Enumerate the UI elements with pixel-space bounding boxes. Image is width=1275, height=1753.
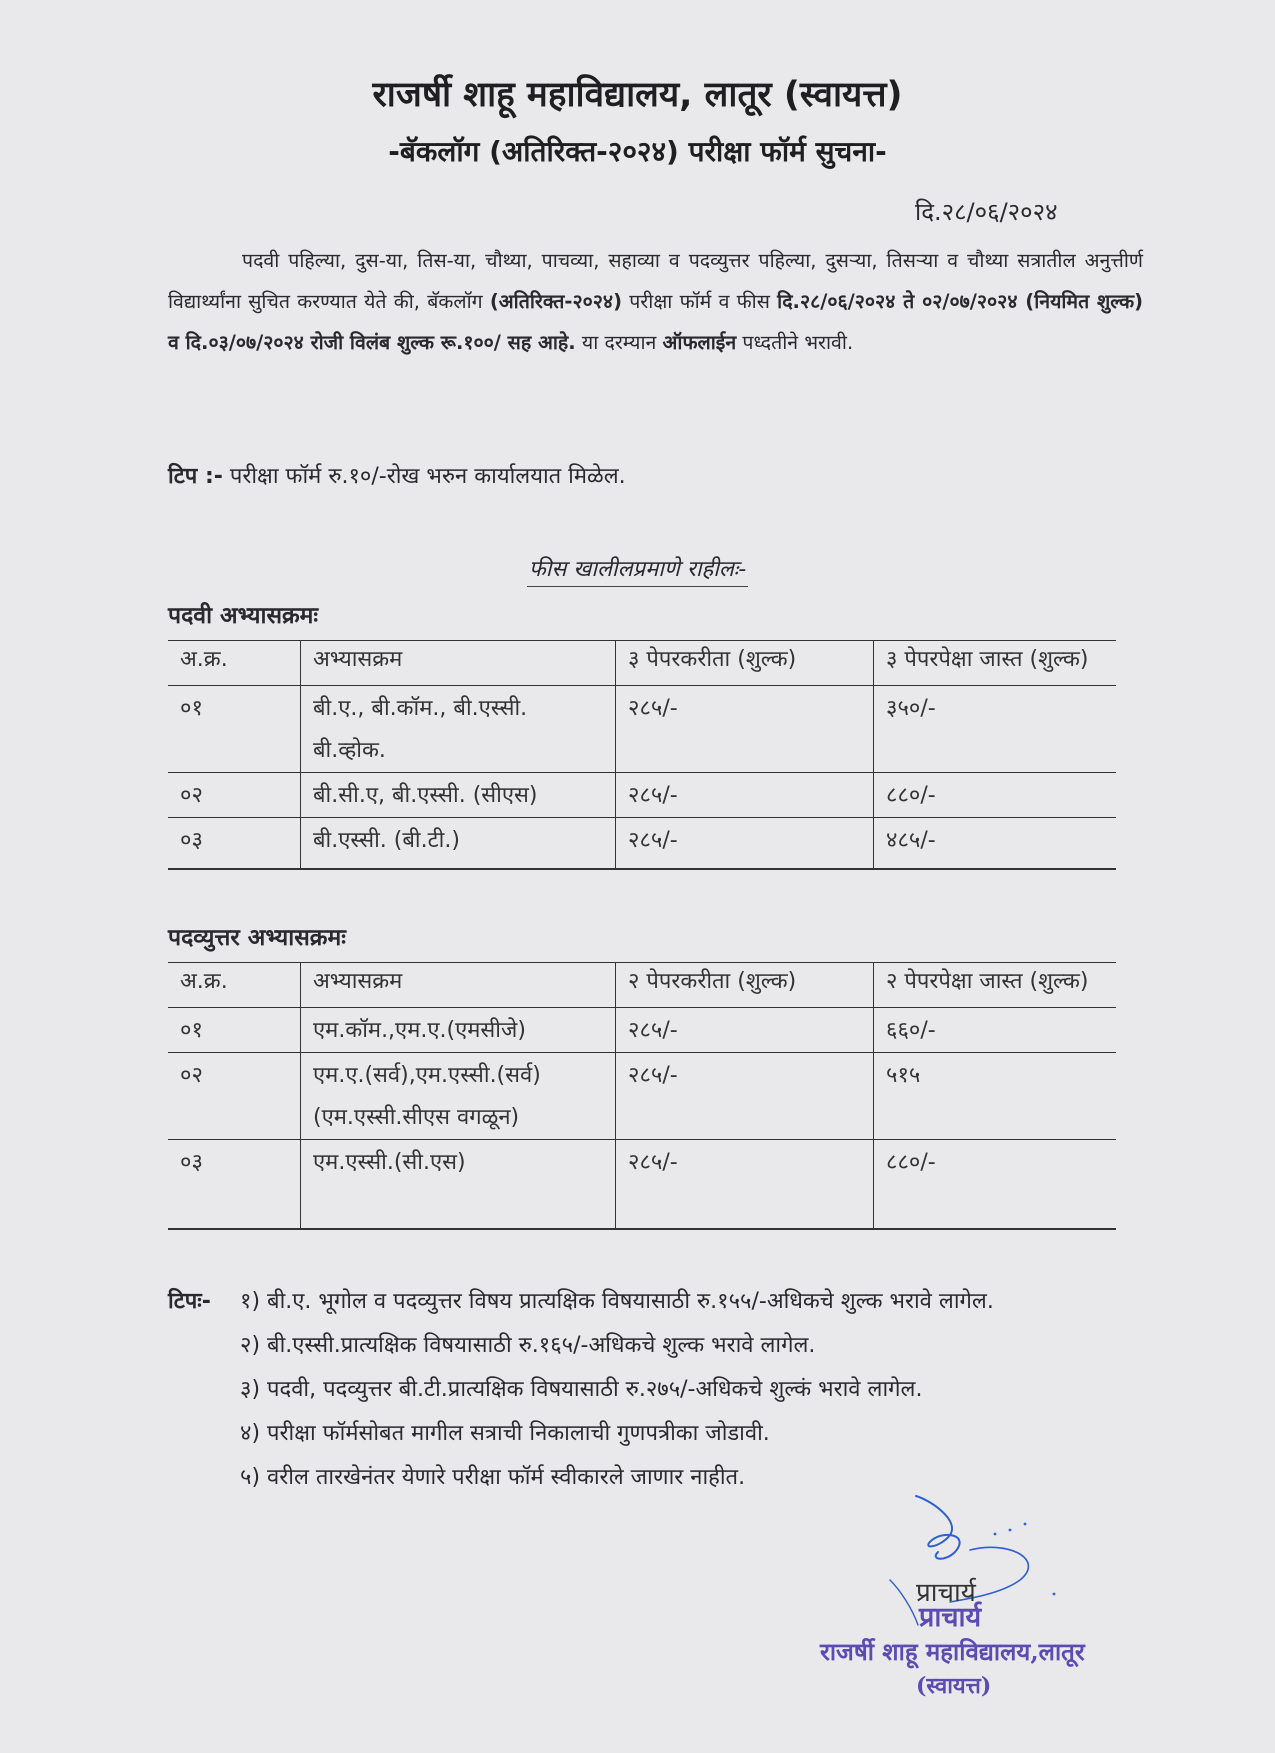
course-line: बी.ए., बी.कॉम., बी.एस्सी.	[313, 696, 528, 721]
cell-fee-a: २८५/-	[616, 1140, 874, 1230]
ug-fee-table	[168, 640, 1116, 870]
cell-fee-a: २८५/-	[616, 773, 874, 818]
cell-serial: ०३	[168, 818, 301, 870]
course-line: (एम.एस्सी.सीएस वगळून)	[313, 1105, 520, 1130]
cell-serial: ०२	[168, 773, 301, 818]
col-header-fee-a: २ पेपरकरीता (शुल्क)	[616, 963, 874, 1008]
tip-text: १) बी.ए. भूगोल व पदव्युत्तर विषय प्रात्यक्षिक विषयासाठी रु.१५५/-अधिकचे शुल्क भरावे लागेल.	[240, 1289, 994, 1314]
cell-fee-a: २८५/-	[616, 686, 874, 773]
table-row	[168, 1053, 1116, 1140]
cell-fee-b: ५१५	[874, 1053, 1117, 1140]
tip-text: ३) पदवी, पदव्युत्तर बी.टी.प्रात्यक्षिक विषयासाठी रु.२७५/-अधिकचे शुल्कं भरावे लागेल.	[240, 1377, 923, 1402]
course-line: बी.सी.ए, बी.एस्सी. (सीएस)	[313, 783, 538, 808]
table-row	[168, 773, 1116, 818]
cell-fee-b: ३५०/-	[874, 686, 1117, 773]
pg-section-label: पदव्युत्तर अभ्यासक्रमः	[168, 925, 346, 951]
cell-course	[301, 818, 616, 870]
stamp-college: राजर्षी शाहू महाविद्यालय,लातूर	[820, 1637, 1085, 1666]
table-header-row	[168, 963, 1116, 1008]
intro-text: पध्दतीने भरावी.	[736, 331, 854, 354]
col-header-serial: अ.क्र.	[168, 963, 301, 1008]
intro-bold-dates: दि.२८/०६/२०२४ ते ०२/०७/२०२४ (नियमित शुल्क) व दि.०३/०७/२०२४ रोजी विलंब शुल्क रू.१००/ सह आहे.	[168, 290, 1143, 354]
cell-fee-b: ६६०/-	[874, 1008, 1117, 1053]
intro-bold-term: (अतिरिक्त-२०२४)	[489, 290, 622, 313]
intro-bold-mode: ऑफलाईन	[662, 331, 737, 354]
cell-course	[301, 773, 616, 818]
college-name: राजर्षी शाहू महाविद्यालय, लातूर (स्वायत्त)	[372, 75, 903, 115]
tips-label: टिपः-	[168, 1289, 211, 1314]
cell-course	[301, 1008, 616, 1053]
intro-text: परीक्षा फॉर्म व फीस	[621, 290, 778, 313]
stamp-title: प्राचार्य	[919, 1602, 982, 1633]
col-header-fee-b: २ पेपरपेक्षा जास्त (शुल्क)	[874, 963, 1117, 1008]
course-line: एम.कॉम.,एम.ए.(एमसीजे)	[313, 1018, 526, 1043]
signature-block	[820, 1490, 1120, 1700]
cell-serial: ०३	[168, 1140, 301, 1230]
cell-fee-b: ८८०/-	[874, 1140, 1117, 1230]
notice-date: दि.२८/०६/२०२४	[915, 198, 1058, 226]
tip-text: २) बी.एस्सी.प्रात्यक्षिक विषयासाठी रु.१६५/-अधिकचे शुल्क भरावे लागेल.	[240, 1333, 816, 1358]
form-note-label: टिप :-	[168, 464, 223, 489]
tip-text: ४) परीक्षा फॉर्मसोबत मागील सत्राची निकालाची गुणपत्रीका जोडावी.	[240, 1421, 770, 1446]
table-row	[168, 1140, 1116, 1230]
tip-text: ५) वरील तारखेनंतर येणारे परीक्षा फॉर्म स्वीकारले जाणार नाहीत.	[240, 1465, 746, 1490]
course-line: बी.व्होक.	[313, 738, 386, 763]
cell-serial: ०२	[168, 1053, 301, 1140]
col-header-course: अभ्यासक्रम	[301, 641, 616, 686]
notice-subject: -बॅकलॉग (अतिरिक्त-२०२४) परीक्षा फॉर्म सुचना-	[388, 135, 887, 168]
intro-text: पदवी पहिल्या, दुस-या, तिस-या, चौथ्या, पाचव्या, सहाव्या व पदव्युत्तर पहिल्या, दुसऱ्या, तिसऱ्या व चौथ्या सत्रातील अनुत्तीर्ण विद्यार्थ्यांना सुचित करण्यात येते की, बॅकलॉग	[168, 249, 1143, 313]
table-row	[168, 686, 1116, 773]
col-header-course: अभ्यासक्रम	[301, 963, 616, 1008]
cell-fee-a: २८५/-	[616, 1008, 874, 1053]
intro-paragraph	[168, 240, 1143, 363]
cell-fee-a: २८५/-	[616, 818, 874, 870]
table-row	[168, 1008, 1116, 1053]
list-item	[168, 1329, 994, 1373]
cell-fee-a: २८५/-	[616, 1053, 874, 1140]
principal-title: प्राचार्य	[916, 1578, 976, 1608]
cell-fee-b: ८८०/-	[874, 773, 1117, 818]
course-line: एम.ए.(सर्व),एम.एस्सी.(सर्व)	[313, 1063, 541, 1088]
table-header-row	[168, 641, 1116, 686]
cell-course	[301, 686, 616, 773]
pg-fee-table	[168, 962, 1116, 1230]
col-header-fee-a: ३ पेपरकरीता (शुल्क)	[616, 641, 874, 686]
ug-section-label: पदवी अभ्यासक्रमः	[168, 603, 319, 629]
fee-heading-text: फीस खालीलप्रमाणे राहीलः-	[527, 557, 748, 587]
cell-course	[301, 1053, 616, 1140]
fee-heading	[0, 553, 1275, 583]
form-note-text: परीक्षा फॉर्म रु.१०/-रोख भरुन कार्यालयात मिळेल.	[222, 464, 626, 489]
table-row	[168, 818, 1116, 870]
col-header-fee-b: ३ पेपरपेक्षा जास्त (शुल्क)	[874, 641, 1117, 686]
course-line: एम.एस्सी.(सी.एस)	[313, 1150, 466, 1175]
cell-fee-b: ४८५/-	[874, 818, 1117, 870]
col-header-serial: अ.क्र.	[168, 641, 301, 686]
list-item	[168, 1285, 994, 1329]
list-item	[168, 1417, 994, 1461]
stamp-status: (स्वायत्त)	[916, 1673, 992, 1699]
cell-serial: ०१	[168, 686, 301, 773]
cell-serial: ०१	[168, 1008, 301, 1053]
form-note	[168, 460, 626, 490]
tips-list	[168, 1285, 994, 1505]
course-line: बी.एस्सी. (बी.टी.)	[313, 828, 460, 853]
cell-course	[301, 1140, 616, 1230]
list-item	[168, 1373, 994, 1417]
intro-text: या दरम्यान	[575, 331, 663, 354]
